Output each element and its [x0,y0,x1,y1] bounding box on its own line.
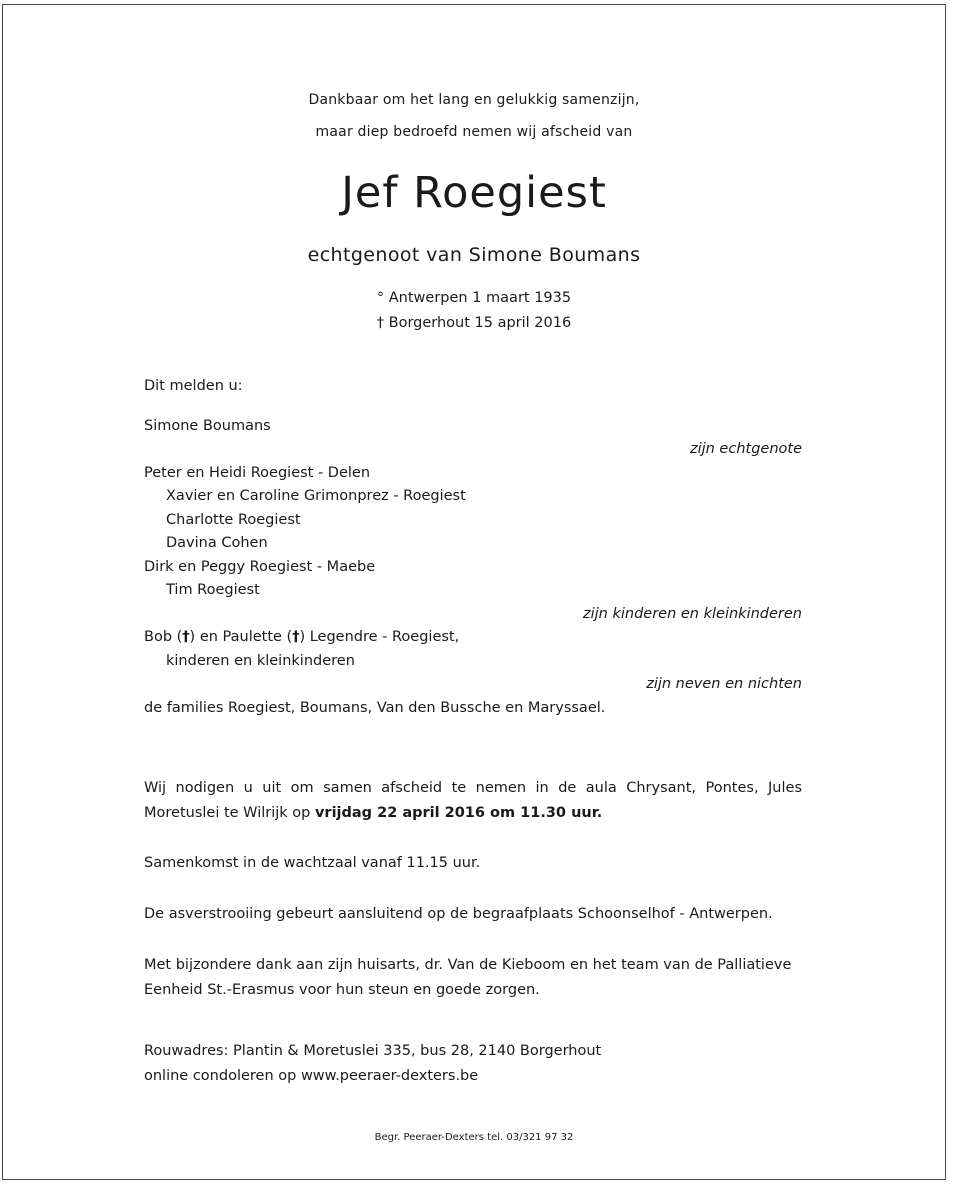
children-relation: zijn kinderen en kleinkinderen [583,606,802,622]
thanks-paragraph: Met bijzondere dank aan zijn huisarts, dr. Van de Kieboom en het team van de Palliatieve Eenheid St.-Erasmus voor hun steun en goede zorgen. [144,957,792,998]
cousins-relation: zijn neven en nichten [646,676,802,692]
spouse-line: echtgenoot van Simone Boumans [307,244,641,266]
grandchild-3: Davina Cohen [166,535,268,551]
cousins-name-part-1: Bob ( [144,629,183,645]
spouse-relation: zijn echtgenote [689,441,802,457]
cousins-name-part-2: ) en Paulette ( [189,629,293,645]
grandchild-1: Xavier en Caroline Grimonprez - Roegiest [166,488,466,504]
mourning-address: Rouwadres: Plantin & Moretuslei 335, bus 28, 2140 Borgerhout [144,1043,602,1059]
scattering-info: De asverstrooiing gebeurt aansluitend op de begraafplaats Schoonselhof - Antwerpen. [144,906,773,922]
ceremony-date-time: vrijdag 22 april 2016 om 11.30 uur. [314,805,603,821]
cross-symbol: † [182,629,190,645]
ceremony-invitation-text: Wij nodigen u uit om samen afscheid te nemen in de aula Chrysant, Pontes, Jules Moretuslei te Wilrijk op [144,780,802,821]
birth-date: ° Antwerpen 1 maart 1935 [376,290,572,306]
grandchild-4: Tim Roegiest [166,582,260,598]
deceased-name: Jef Roegiest [341,168,607,218]
intro-line-2: maar diep bedroefd nemen wij afscheid van [315,124,633,140]
gathering-info: Samenkomst in de wachtzaal vanaf 11.15 uur. [144,855,481,871]
cousins-names [144,627,459,647]
cross-symbol: † [292,629,300,645]
spouse-name: Simone Boumans [144,418,271,434]
families-line: de families Roegiest, Boumans, Van den Bussche en Maryssael. [144,700,606,716]
death-date: † Borgerhout 15 april 2016 [376,315,572,331]
ceremony-invitation [144,776,802,826]
grandchild-2: Charlotte Roegiest [166,512,301,528]
child-family-1: Peter en Heidi Roegiest - Delen [144,465,371,481]
undertaker-footer: Begr. Peeraer-Dexters tel. 03/321 97 32 [374,1132,574,1143]
announcement-intro: Dit melden u: [144,378,243,394]
cousins-descendants: kinderen en kleinkinderen [166,653,355,669]
online-condolences: online condoleren op www.peeraer-dexters.be [144,1068,479,1084]
intro-line-1: Dankbaar om het lang en gelukkig samenzijn, [308,92,640,108]
child-family-2: Dirk en Peggy Roegiest - Maebe [144,559,376,575]
cousins-name-part-3: ) Legendre - Roegiest, [299,629,460,645]
